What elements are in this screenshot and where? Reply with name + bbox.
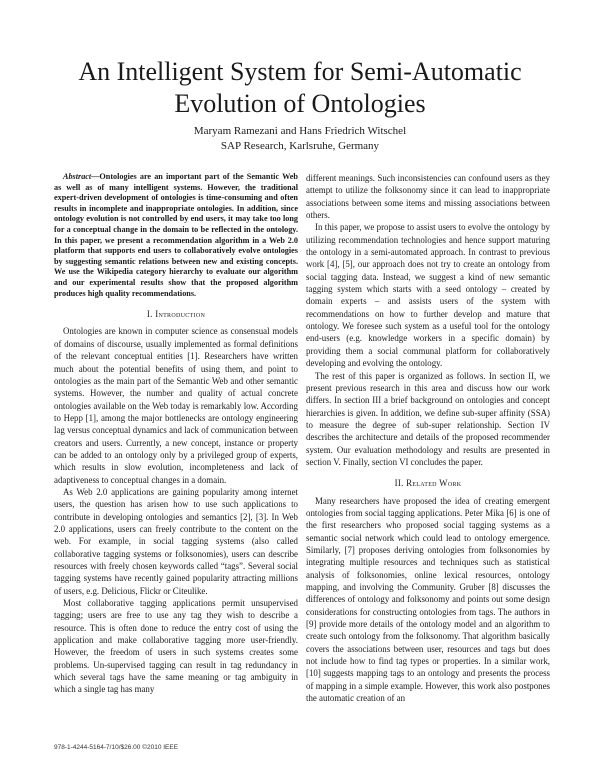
related-work-paragraph-1: Many researchers have proposed the idea of creating emergent ontologies from social tagging applications. Peter Mika [6] is one of the first researchers who proposed social tagging systems as a semantic social network which could lead to ontology emergence. Similarly, [7] proposes deriving ontologies from folksonomies by integrating multiple resources and techniques such as statistical analysis of folksonomies, online lexical resources, ontology mapping, and involving the Community. Gruber [8] discusses the differences of ontology and folksonomy and points out some design considerations for constructing ontologies from tags. The authors in [9] provide more details of the ontology model and an algorithm to create such ontology from the folksonomy. That algorithm basically covers the associations between user, resources and tags but does not include how to find tag types or properties. In a similar work, [10] suggests mapping tags to an ontology and presents the process of mapping in a simple example. However, this work also postpones the automatic creation of an xyxy=(306,495,550,704)
left-column xyxy=(54,172,298,696)
intro-paragraph-5: The rest of this paper is organized as follows. In section II, we present previous research in this area and discuss how our work differs. In section III a brief background on ontologies and concept hierarchies is given. In addition, we define sub-super affinity (SSA) to measure the degree of sub-super relationship. Section IV describes the architecture and details of the proposed recommender system. Our evaluation methodology and results are presented in section V. Finally, section VI concludes the paper. xyxy=(306,370,550,467)
section-heading-related-work: II. Related Work xyxy=(394,478,462,489)
intro-paragraph-3-continued: different meanings. Such inconsistencies can confound users as they attempt to utilize the folksonomy since it can lead to inappropriate associations between some items and missing associations between others. xyxy=(306,173,550,221)
section-heading-introduction: I. Introduction xyxy=(146,309,206,320)
title-line-1: An Intelligent System for Semi-Automatic xyxy=(78,57,522,86)
title-line-2: Evolution of Ontologies xyxy=(174,89,426,118)
abstract-text: —Ontologies are an important part of the Semantic Web as well as of many intelligent systems. However, the traditional expert-driven development of ontologies is time-consuming and often results in incomplete and inappropriate ontologies. In addition, since ontology evolution is not controlled by end users, it may take too long for a conceptual change in the domain to be reflected in the ontology. In this paper, we present a recommendation algorithm in a Web 2.0 platform that supports end users to collaboratively evolve ontologies by suggesting semantic relations between new and existing concepts. We use the Wikipedia category hierarchy to evaluate our algorithm and our experimental results show that the proposed algorithm produces high quality recommendations. xyxy=(54,172,298,298)
author-affiliation: SAP Research, Karlsruhe, Germany xyxy=(220,140,380,152)
intro-paragraph-1: Ontologies are known in computer science as consensual models of domains of discourse, usually implemented as formal definitions of the relevant conceptual entities [1]. Researchers have written much about the potential benefits of using them, and point to ontologies as the main part of the Semantic Web and other semantic systems. However, the number and quality of actual concrete ontologies available on the Web today is remarkably low. According to Hepp [1], among the major bottlenecks are ontology engineering lag versus conceptual dynamics and lack of communication between creators and users. Currently, a new concept, instance or property can be added to an ontology only by a privileged group of experts, which results in slow evolution, incompleteness and lack of adaptiveness to conceptual changes in a domain. xyxy=(54,326,298,485)
intro-paragraph-4: In this paper, we propose to assist users to evolve the ontology by utilizing recommendation technologies and hence support maturing the ontology in a semi-automated approach. In contrast to previous work [4], [5], our approach does not try to create an ontology from social tagging data. Instead, we suggest a kind of new semantic tagging system which starts with a seed ontology – created by domain experts – and assists users of the system with recommendations on how to further develop and mature that ontology. We foresee such system as a useful tool for the ontology end-users (e.g. knowledge workers in a specific domain) by providing them a social communal platform for collaboratively developing and evolving the ontology. xyxy=(306,222,550,369)
author-names: Maryam Ramezani and Hans Friedrich Witschel xyxy=(193,125,407,137)
intro-paragraph-3: Most collaborative tagging applications permit unsupervised tagging; users are free to use any tag they wish to describe a resource. This is often done to reduce the entry cost of using the application and make collaborative tagging more user-friendly. However, the freedom of users in such systems creates some problems. Un-supervised tagging can result in tag redundancy in which several tags have the same meaning or tag ambiguity in which a single tag has many xyxy=(54,598,298,695)
abstract xyxy=(54,172,298,299)
intro-paragraph-2: As Web 2.0 applications are gaining popularity among internet users, the question has arisen how to use such applications to contribute in developing ontologies and semantics [2], [3]. In Web 2.0 applications, users can freely contribute to the content on the web. For example, in social tagging systems (also called collaborative tagging systems or folksonomies), users can describe resources with freely chosen keywords called “tags”. Several social tagging systems have recently gained popularity attracting millions of users, e.g. Delicious, Flickr or Citeulike. xyxy=(54,486,298,596)
author-block xyxy=(0,124,600,154)
right-column xyxy=(306,172,550,704)
abstract-label: Abstract xyxy=(63,172,92,181)
copyright-footer: 978-1-4244-5164-7/10/$26.00 ©2010 IEEE xyxy=(54,744,179,751)
paper-title xyxy=(0,56,600,120)
